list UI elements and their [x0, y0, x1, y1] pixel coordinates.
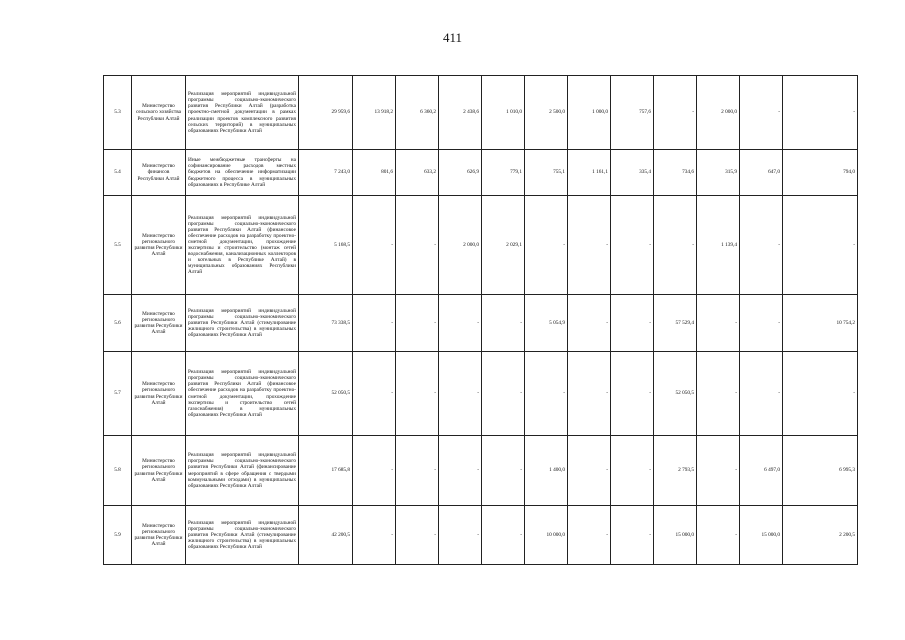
value-cell: - [353, 295, 396, 352]
value-cell: 15 000,0 [740, 506, 783, 565]
value-cell: - [611, 506, 654, 565]
ministry-cell: Министерство финансов Республики Алтай [132, 150, 186, 196]
value-cell: - [396, 506, 439, 565]
description-cell: Реализация мероприятий индивидуальной программы социально-экономического развития Республики Алтай (стимулирование жилищного строительства) в муниципальных образованиях Республики Алтай [186, 295, 299, 352]
value-cell: 626,9 [439, 150, 482, 196]
value-cell: - [568, 506, 611, 565]
table-row [104, 150, 858, 196]
value-cell: - [568, 352, 611, 436]
value-cell: - [439, 436, 482, 506]
value-cell: 6 497,0 [740, 436, 783, 506]
value-cell: 734,6 [654, 150, 697, 196]
value-cell: 335,4 [611, 150, 654, 196]
value-cell: 42 200,5 [299, 506, 353, 565]
value-cell: - [439, 352, 482, 436]
value-cell: - [740, 295, 783, 352]
value-cell: - [611, 295, 654, 352]
value-cell: 633,2 [396, 150, 439, 196]
table-row [104, 76, 858, 150]
value-cell: 2 000,0 [697, 76, 740, 150]
ministry-cell: Министерство регионального развития Республики Алтай [132, 436, 186, 506]
ministry-cell: Министерство регионального развития Республики Алтай [132, 506, 186, 565]
value-cell: 52 050,5 [654, 352, 697, 436]
value-cell: 2 000,0 [439, 196, 482, 295]
value-cell: 5 054,9 [525, 295, 568, 352]
value-cell: 647,0 [740, 150, 783, 196]
value-cell: 1 000,0 [568, 76, 611, 150]
row-number: 5.8 [104, 436, 132, 506]
value-cell: - [654, 76, 697, 150]
value-cell: 52 050,5 [299, 352, 353, 436]
value-cell: - [654, 196, 697, 295]
page-number: 411 [442, 30, 463, 45]
value-cell: 794,0 [783, 150, 858, 196]
description-cell: Реализация мероприятий индивидуальной программы социально-экономического развития Республики Алтай (финансирование мероприятий в сфере обращения с твердыми коммунальными отходами) в муниципальных образованиях Республики Алтай [186, 436, 299, 506]
ministry-cell: Министерство сельского хозяйства Республики Алтай [132, 76, 186, 150]
value-cell: - [353, 352, 396, 436]
budget-table [103, 75, 858, 565]
value-cell: - [611, 196, 654, 295]
value-cell: 2 438,6 [439, 76, 482, 150]
value-cell: 1 010,0 [482, 76, 525, 150]
value-cell: 73 338,5 [299, 295, 353, 352]
value-cell: 315,9 [697, 150, 740, 196]
value-cell: 1 400,0 [525, 436, 568, 506]
value-cell: 2 500,0 [525, 76, 568, 150]
value-cell: - [740, 76, 783, 150]
value-cell: - [439, 506, 482, 565]
value-cell: 757,6 [611, 76, 654, 150]
row-number: 5.6 [104, 295, 132, 352]
value-cell: 57 529,4 [654, 295, 697, 352]
value-cell: 2 029,1 [482, 196, 525, 295]
value-cell: - [697, 352, 740, 436]
value-cell: - [740, 196, 783, 295]
table-row [104, 436, 858, 506]
value-cell: - [482, 436, 525, 506]
value-cell: 801,6 [353, 150, 396, 196]
value-cell: - [353, 436, 396, 506]
row-number: 5.9 [104, 506, 132, 565]
description-cell: Реализация мероприятий индивидуальной программы социально-экономического развития Республики Алтай (финансовое обеспечение расходов на разработку проектно-сметной документации, прохождение экспертизы и строительство сетей газоснабжения) в муниципальных образованиях Республики Алтай [186, 352, 299, 436]
value-cell: - [482, 506, 525, 565]
ministry-cell: Министерство регионального развития Республики Алтай [132, 196, 186, 295]
value-cell: 1 161,1 [568, 150, 611, 196]
value-cell: 10 000,0 [525, 506, 568, 565]
value-cell: - [525, 196, 568, 295]
value-cell: - [396, 436, 439, 506]
value-cell: - [439, 295, 482, 352]
description-cell: Реализация мероприятий индивидуальной программы социально-экономического развития Республики Алтай (финансовое обеспечение расходов на разработку проектно-сметной документации, прохождение экспертизы и строительство (монтаж сетей водоснабжения, канализационных коллекторов и котельных в Республике Алтай) в муниципальных образованиях Республики Алтай [186, 196, 299, 295]
value-cell: - [740, 352, 783, 436]
value-cell: - [568, 436, 611, 506]
value-cell: - [525, 352, 568, 436]
value-cell: - [783, 196, 858, 295]
value-cell: - [697, 506, 740, 565]
ministry-cell: Министерство регионального развития Республики Алтай [132, 295, 186, 352]
value-cell: 779,1 [482, 150, 525, 196]
value-cell: - [783, 76, 858, 150]
value-cell: 2 200,5 [783, 506, 858, 565]
table-row [104, 352, 858, 436]
value-cell: - [697, 436, 740, 506]
row-number: 5.5 [104, 196, 132, 295]
description-cell: Иные межбюджетные трансферты на софинансирование расходов местных бюджетов на обеспечение информатизации бюджетного процесса в муниципальных образованиях в Республике Алтай [186, 150, 299, 196]
value-cell: 17 685,8 [299, 436, 353, 506]
value-cell: 6 995,3 [783, 436, 858, 506]
value-cell: 6 360,2 [396, 76, 439, 150]
value-cell: 15 000,0 [654, 506, 697, 565]
value-cell: - [783, 352, 858, 436]
value-cell: - [697, 295, 740, 352]
value-cell: 7 243,0 [299, 150, 353, 196]
value-cell: - [353, 506, 396, 565]
description-cell: Реализация мероприятий индивидуальной программы социально-экономического развития Республики Алтай (стимулирование жилищного строительства) в муниципальных образованиях Республики Алтай [186, 506, 299, 565]
description-cell: Реализация мероприятий индивидуальной программы социально-экономического развития Республики Алтай (разработка проектно-сметной документации в рамках реализации проектов комплексного развития сельских территорий) в муниципальных образованиях Республики Алтай [186, 76, 299, 150]
value-cell: - [482, 352, 525, 436]
table-row [104, 196, 858, 295]
value-cell: 1 139,4 [697, 196, 740, 295]
ministry-cell: Министерство регионального развития Республики Алтай [132, 352, 186, 436]
value-cell: 2 793,5 [654, 436, 697, 506]
value-cell: - [568, 295, 611, 352]
value-cell: - [353, 196, 396, 295]
value-cell: 755,1 [525, 150, 568, 196]
value-cell: - [568, 196, 611, 295]
value-cell: - [396, 295, 439, 352]
value-cell: 29 959,6 [299, 76, 353, 150]
row-number: 5.7 [104, 352, 132, 436]
row-number: 5.4 [104, 150, 132, 196]
value-cell: - [611, 352, 654, 436]
value-cell: - [611, 436, 654, 506]
value-cell: - [396, 352, 439, 436]
value-cell: - [482, 295, 525, 352]
value-cell: 5 168,5 [299, 196, 353, 295]
value-cell: - [396, 196, 439, 295]
row-number: 5.3 [104, 76, 132, 150]
table-row [104, 295, 858, 352]
value-cell: 10 754,2 [783, 295, 858, 352]
value-cell: 13 918,2 [353, 76, 396, 150]
table-row [104, 506, 858, 565]
